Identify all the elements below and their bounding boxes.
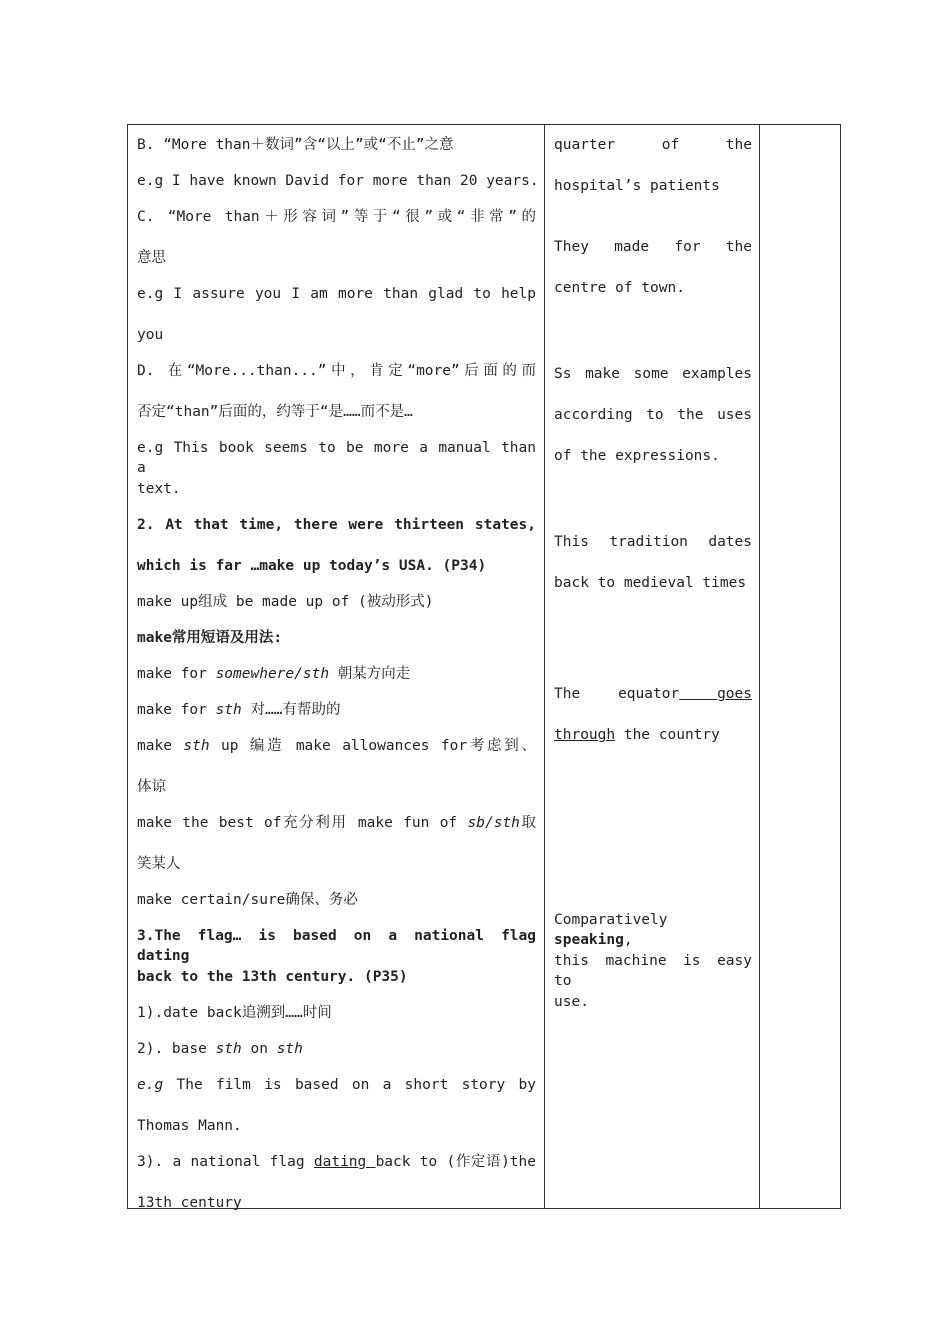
- note-line: D. 在“More...than...”中，肯定“more”后面的而: [137, 363, 536, 379]
- note-line: which is far …make up today’s USA. (P34): [137, 558, 487, 574]
- note-line-segment: 2). base: [137, 1041, 216, 1057]
- note-line: [137, 813, 536, 833]
- example-line: [554, 910, 752, 950]
- note-line: e.g I have known David for more than 20 years.: [137, 173, 539, 189]
- blank-column: [760, 125, 842, 1208]
- note-line-segment: sth: [215, 702, 242, 718]
- note-line-segment: e.g: [137, 1077, 164, 1093]
- example-line: this machine is easy to: [554, 953, 752, 989]
- note-line: [137, 700, 536, 720]
- example-line-segment: the country: [615, 727, 720, 743]
- note-line-segment: make: [137, 738, 184, 754]
- note-line: text.: [137, 481, 181, 497]
- note-line-segment: sth: [276, 1041, 303, 1057]
- note-line-segment: dating: [313, 1154, 376, 1170]
- note-line: make up组成 be made up of (被动形式): [137, 594, 434, 610]
- note-line-segment: sth: [183, 738, 210, 754]
- note-line: make常用短语及用法:: [137, 630, 283, 646]
- notes-column: [128, 125, 545, 1211]
- example-line: quarter of the: [554, 137, 752, 153]
- note-line: 意思: [137, 250, 166, 266]
- example-line: centre of town.: [554, 280, 685, 296]
- example-line: This tradition dates: [554, 534, 752, 550]
- example-line: according to the uses: [554, 407, 752, 423]
- note-line-segment: back to (作定语)the: [375, 1154, 536, 1170]
- note-line-segment: The film is based on a short story by: [163, 1077, 536, 1093]
- example-line-segment: through: [554, 727, 616, 743]
- note-line: [137, 664, 536, 684]
- note-line-segment: 朝某方向走: [329, 666, 411, 682]
- examples-column: [545, 125, 760, 1208]
- note-line: 2. At that time, there were thirteen states,: [137, 517, 536, 533]
- lesson-table: [127, 124, 841, 1209]
- example-line: of the expressions.: [554, 448, 720, 464]
- note-line: 体谅: [137, 779, 166, 795]
- note-line: [137, 1039, 536, 1059]
- example-line: back to medieval times: [554, 575, 747, 591]
- note-line: [137, 1152, 536, 1172]
- note-line: B. “More than＋数词”含“以上”或“不止”之意: [137, 137, 454, 153]
- note-line: back to the 13th century. (P35): [137, 969, 408, 985]
- example-line-segment: goes: [679, 686, 752, 702]
- note-line-segment: make for: [137, 702, 216, 718]
- note-line-segment: 对……有帮助的: [241, 702, 341, 718]
- note-line: Thomas Mann.: [137, 1118, 242, 1134]
- example-line: Ss make some examples: [554, 366, 752, 382]
- note-line: make certain/sure确保、务必: [137, 892, 358, 908]
- note-line: e.g This book seems to be more a manual than a: [137, 440, 536, 476]
- example-line: [554, 725, 752, 745]
- example-line-segment: The equator: [554, 686, 680, 702]
- note-line-segment: make the best of充分利用 make fun of: [137, 815, 468, 831]
- example-line: hospital’s patients: [554, 178, 720, 194]
- note-line-segment: on: [241, 1041, 277, 1057]
- note-line-segment: 3). a national flag: [137, 1154, 314, 1170]
- note-line: e.g I assure you I am more than glad to help: [137, 286, 536, 302]
- note-line: [137, 736, 536, 756]
- note-line: 13th century: [137, 1195, 242, 1211]
- note-line: 1).date back追溯到……时间: [137, 1005, 332, 1021]
- note-line: 笑某人: [137, 856, 181, 872]
- example-line-segment: ,: [623, 932, 633, 948]
- example-line: [554, 684, 752, 704]
- example-line: use.: [554, 994, 589, 1010]
- note-line: C. “More than＋形容词”等于“很”或“非常”的: [137, 209, 536, 225]
- note-line: [137, 1075, 536, 1095]
- note-line: 否定“than”后面的，约等于“是……而不是…: [137, 404, 413, 420]
- note-line-segment: sb/sth: [467, 815, 520, 831]
- note-line: 3.The flag… is based on a national flag dating: [137, 928, 536, 964]
- note-line-segment: up 编造 make allowances for考虑到、: [209, 738, 536, 754]
- note-line-segment: sth: [215, 1041, 242, 1057]
- example-line-segment: Comparatively: [554, 912, 668, 928]
- note-line-segment: make for: [137, 666, 216, 682]
- example-line-segment: speaking: [554, 932, 624, 948]
- note-line-segment: somewhere/sth: [215, 666, 330, 682]
- note-line: you: [137, 327, 164, 343]
- note-line-segment: 取: [519, 815, 537, 831]
- example-line: They made for the: [554, 239, 752, 255]
